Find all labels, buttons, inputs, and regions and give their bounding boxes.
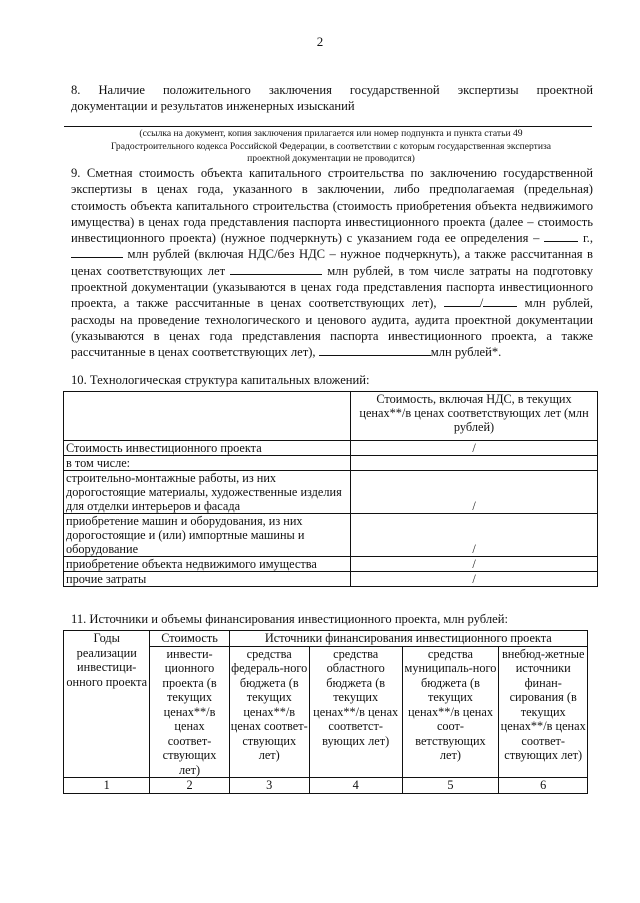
- year-blank: [544, 230, 578, 242]
- section-9-text-3: млн рублей (включая НДС/без НДС – нужное подчеркнуть), а также рассчитанная в ценах соответствующих лет: [71, 247, 593, 278]
- col-federal-budget: средства федераль-ного бюджета (в текущих ценах**/в ценах соответ-ствующих лет): [229, 646, 309, 778]
- section-9-text-4: млн рублей, в том числе затраты на подготовку проектной документации (указываются в ценах года представления паспорта инвестиционного проекта, а также рассчитанные в ценах соответствующих лет),: [71, 263, 594, 311]
- col-cost-body: инвести-ционного проекта (в текущих ценах**/в ценах соответ-ствующих лет): [150, 646, 229, 778]
- section-8-word: Наличие: [98, 83, 145, 97]
- table-header-row: [64, 631, 588, 647]
- fill-in-line: [64, 126, 592, 127]
- section-8: [71, 82, 593, 114]
- section-8-word: проектной: [536, 83, 593, 97]
- design-cost-years-blank: [483, 295, 517, 307]
- table-row: [64, 471, 598, 514]
- table-row: [64, 441, 598, 456]
- reference-note-line-2: Градостроительного кодекса Российской Федерации, в соответствии с которым государственная экспертиза: [110, 140, 552, 152]
- audit-cost-blank: [319, 344, 431, 356]
- design-cost-blank: [444, 295, 480, 307]
- table-row: [64, 514, 598, 557]
- section-8-word: заключения: [268, 83, 332, 97]
- reference-note: [70, 128, 592, 166]
- section-9-slash: /: [479, 296, 484, 311]
- row-value: /: [351, 557, 598, 572]
- row-value: /: [351, 441, 598, 456]
- column-number: 1: [64, 778, 150, 794]
- row-label: прочие затраты: [64, 572, 351, 587]
- col-cost-title: Стоимость: [150, 631, 229, 647]
- financing-sources-table: [63, 630, 588, 794]
- capital-structure-table: [63, 391, 598, 587]
- row-label: Стоимость инвестиционного проекта: [64, 441, 351, 456]
- section-8-line-2: документации и результатов инженерных изысканий: [71, 99, 355, 113]
- table-row: [64, 456, 598, 471]
- section-9-paragraph: [71, 165, 593, 361]
- section-9-text-1: 9. Сметная стоимость объекта капитального строительства по заключению государственной экспертизы в ценах года, указанного в заключении, либо предполагаемая (предельная) стоимость объекта капитального строительства (стоимость приобретения объекта недвижимого имущества) в ценах года представления паспорта инвестиционного проекта (далее – стоимость инвестиционного проекта) (нужное подчеркнуть) с указанием года ее определения –: [71, 166, 593, 246]
- table-header-empty: [64, 392, 351, 441]
- section-8-word: 8.: [71, 83, 81, 97]
- col-municipal-budget: средства муниципаль-ного бюджета (в текущих ценах**/в ценах соот-ветствующих лет): [402, 646, 499, 778]
- section-9: [71, 165, 593, 361]
- section-9-text-7: млн рублей*.: [430, 345, 502, 360]
- col-sources-title: Источники финансирования инвестиционного проекта: [229, 631, 587, 647]
- reference-note-line-3: проектной документации не проводится): [247, 153, 415, 164]
- page-number: 2: [316, 34, 324, 49]
- reference-note-line-1: (ссылка на документ, копия заключения прилагается или номер подпункта и пункта статьи 49: [139, 128, 523, 139]
- column-number: 2: [150, 778, 229, 794]
- table-row: [64, 557, 598, 572]
- column-number: 4: [309, 778, 402, 794]
- section-9-text-6: млн рублей, расходы на проведение технологического и ценового аудита, аудита проектной документации (указываются в ценах года представления паспорта инвестиционного проекта, а также рассчитанные в ценах соответствующих лет),: [71, 296, 593, 360]
- column-number: 6: [499, 778, 588, 794]
- table-row: [64, 572, 598, 587]
- section-8-line-1: [71, 82, 593, 98]
- section-8-word: государственной: [349, 83, 440, 97]
- row-label: приобретение машин и оборудования, из них дорогостоящие и (или) импортные машины и оборудование: [64, 514, 351, 557]
- section-9-text-2: г.,: [582, 231, 593, 246]
- col-extrabudgetary: внебюд-жетные источники финан-сирования (в текущих ценах**/в ценах соответ-ствующих лет): [499, 646, 588, 778]
- section-11-heading: 11. Источники и объемы финансирования инвестиционного проекта, млн рублей:: [71, 612, 508, 626]
- row-label: строительно-монтажные работы, из них дорогостоящие материалы, художественные изделия для отделки интерьеров и фасада: [64, 471, 351, 514]
- col-regional-budget: средства областного бюджета (в текущих ценах**/в ценах соответст-вующих лет): [309, 646, 402, 778]
- section-8-word: экспертизы: [457, 83, 519, 97]
- column-numbers-row: [64, 778, 588, 794]
- row-value: /: [351, 514, 598, 557]
- amount-blank: [71, 246, 123, 258]
- section-10-heading: 10. Технологическая структура капитальных вложений:: [71, 373, 370, 387]
- row-label: в том числе:: [64, 456, 351, 471]
- column-number: 5: [402, 778, 499, 794]
- row-value: /: [351, 471, 598, 514]
- table-header-row: [64, 392, 598, 441]
- row-label: приобретение объекта недвижимого имущества: [64, 557, 351, 572]
- row-value: [351, 456, 598, 471]
- col-years: Годы реализации инвестици-онного проекта: [64, 631, 150, 778]
- table-header-cost: Стоимость, включая НДС, в текущих ценах**/в ценах соответствующих лет (млн рублей): [351, 392, 598, 441]
- amount-by-years-blank: [230, 263, 322, 275]
- row-value: /: [351, 572, 598, 587]
- section-8-word: положительного: [162, 83, 251, 97]
- column-number: 3: [229, 778, 309, 794]
